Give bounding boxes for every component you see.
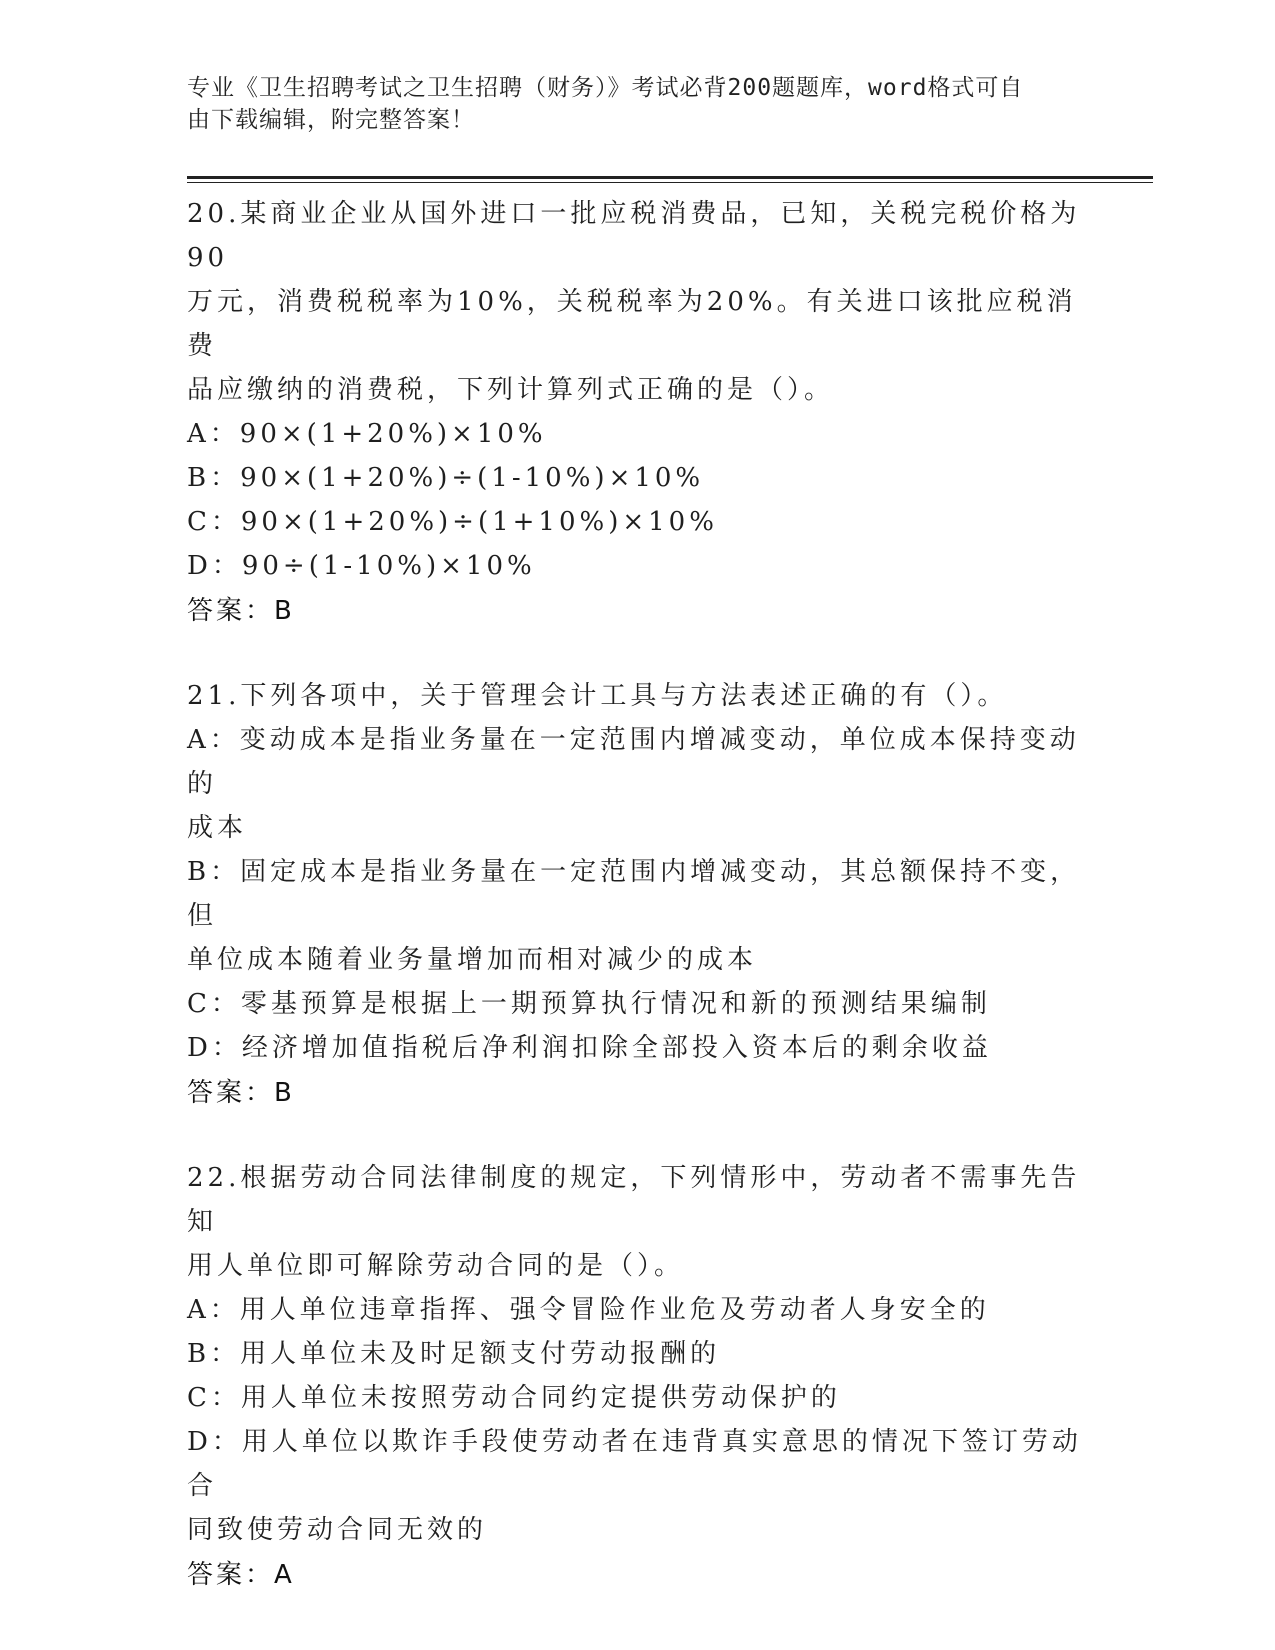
option-a-continued: 成本 (187, 813, 248, 843)
question-stem-line: 20.某商业企业从国外进口一批应税消费品，已知，关税完税价格为90 (187, 199, 1081, 273)
question-21 (187, 674, 1087, 1116)
option-a: A：变动成本是指业务量在一定范围内增减变动，单位成本保持变动的 (187, 725, 1080, 799)
option-a: A：90×(1+20%)×10% (187, 419, 547, 449)
header-line-1: 专业《卫生招聘考试之卫生招聘（财务）》考试必背200题题库，word格式可自 (187, 75, 1024, 101)
option-d: D：经济增加值指税后净利润扣除全部投入资本后的剩余收益 (187, 1033, 992, 1063)
header-divider-thick (187, 176, 1153, 179)
document-header (187, 72, 1067, 136)
question-stem-line: 22.根据劳动合同法律制度的规定，下列情形中，劳动者不需事先告知 (187, 1163, 1081, 1237)
question-stem-line: 用人单位即可解除劳动合同的是（）。 (187, 1251, 685, 1281)
option-b: B：用人单位未及时足额支付劳动报酬的 (187, 1339, 721, 1369)
question-stem-line: 21.下列各项中，关于管理会计工具与方法表述正确的有（）。 (187, 681, 1008, 711)
answer-line: 答案：B (187, 1078, 295, 1108)
option-b: B：固定成本是指业务量在一定范围内增减变动，其总额保持不变，但 (187, 857, 1081, 931)
header-line-2: 由下载编辑，附完整答案！ (187, 107, 475, 133)
answer-line: 答案：B (187, 596, 295, 626)
answer-line: 答案：A (187, 1560, 295, 1590)
option-c: C：90×(1+20%)÷(1+10%)×10% (187, 507, 718, 537)
question-stem-line: 品应缴纳的消费税，下列计算列式正确的是（）。 (187, 375, 835, 405)
option-d-continued: 同致使劳动合同无效的 (187, 1515, 488, 1545)
option-d: D：90÷(1-10%)×10% (187, 551, 536, 581)
question-20 (187, 192, 1087, 634)
option-a: A：用人单位违章指挥、强令冒险作业危及劳动者人身安全的 (187, 1295, 990, 1325)
option-d: D：用人单位以欺诈手段使劳动者在违背真实意思的情况下签订劳动合 (187, 1427, 1082, 1501)
header-divider-thin (187, 182, 1153, 183)
question-list (187, 192, 1087, 1638)
option-b: B：90×(1+20%)÷(1-10%)×10% (187, 463, 705, 493)
question-stem-line: 万元，消费税税率为10%，关税税率为20%。有关进口该批应税消费 (187, 287, 1077, 361)
option-b-continued: 单位成本随着业务量增加而相对减少的成本 (187, 945, 758, 975)
option-c: C：零基预算是根据上一期预算执行情况和新的预测结果编制 (187, 989, 991, 1019)
option-c: C：用人单位未按照劳动合同约定提供劳动保护的 (187, 1383, 841, 1413)
question-22 (187, 1156, 1087, 1598)
